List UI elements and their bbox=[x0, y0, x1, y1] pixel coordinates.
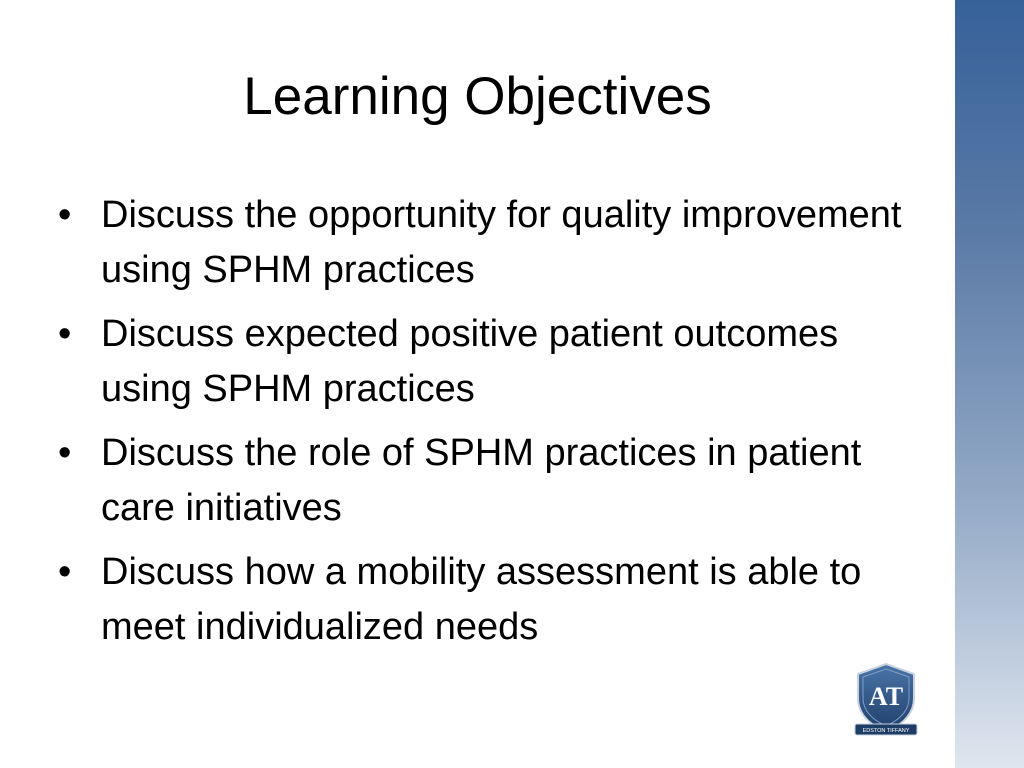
bullet-list bbox=[58, 188, 918, 664]
bullet-text: Discuss the opportunity for quality improvement using SPHM practices bbox=[101, 194, 902, 291]
bullet-mark: • bbox=[58, 313, 72, 355]
bullet-text: Discuss how a mobility assessment is able to meet individualized needs bbox=[101, 551, 862, 648]
logo-initials: AT bbox=[868, 682, 904, 711]
bullet-item bbox=[58, 188, 918, 298]
bullet-mark: • bbox=[58, 432, 72, 474]
bullet-item bbox=[58, 307, 918, 417]
shield-logo-icon bbox=[852, 662, 920, 740]
bullet-item bbox=[58, 426, 918, 536]
bullet-mark: • bbox=[58, 551, 72, 593]
decorative-side-band bbox=[955, 0, 1024, 768]
logo-banner-text: EDSTON TIFFANY bbox=[862, 728, 910, 734]
slide-title: Learning Objectives bbox=[243, 67, 712, 126]
bullet-mark: • bbox=[58, 194, 72, 236]
bullet-text: Discuss the role of SPHM practices in patient care initiatives bbox=[101, 432, 862, 529]
bullet-item bbox=[58, 545, 918, 655]
bullet-text: Discuss expected positive patient outcomes using SPHM practices bbox=[101, 313, 839, 410]
